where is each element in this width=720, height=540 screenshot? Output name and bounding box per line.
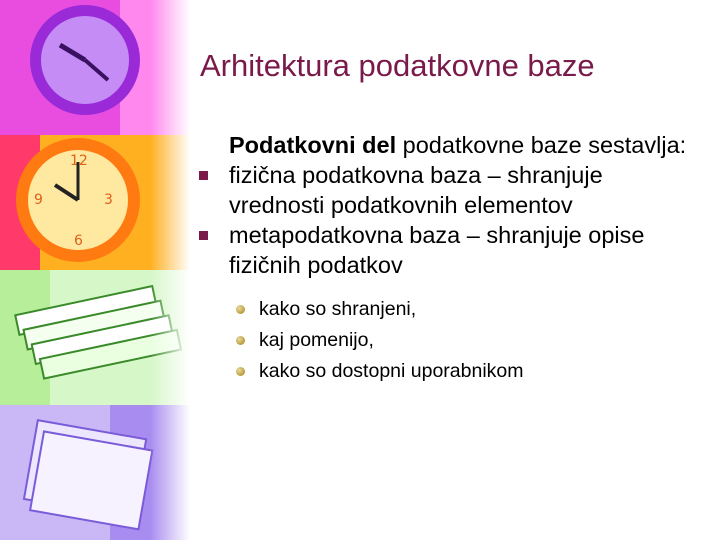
square-bullet-icon: [199, 171, 208, 180]
slide-title: Arhitektura podatkovne baze: [200, 48, 595, 83]
round-bullet-icon: [236, 367, 245, 376]
bullet-item: [196, 160, 701, 220]
intro-text: podatkovne baze sestavlja:: [396, 132, 687, 158]
svg-text:6: 6: [74, 233, 83, 249]
sub-bullet-item: [236, 294, 701, 325]
svg-text:9: 9: [34, 192, 43, 208]
svg-text:12: 12: [70, 153, 88, 169]
sub-bullet-item: [236, 356, 701, 387]
square-bullet-icon: [199, 231, 208, 240]
intro-bold: Podatkovni del: [229, 132, 397, 158]
sub-bullet-text: kako so dostopni uporabnikom: [259, 360, 524, 382]
paper-sheets-icon: [22, 420, 154, 529]
intro-paragraph: [196, 130, 701, 160]
svg-text:3: 3: [104, 192, 113, 208]
bullet-item: [196, 220, 701, 280]
bullet-text: metapodatkovna baza – shranjuje opise fizičnih podatkov: [229, 222, 645, 278]
decorative-side-image: [0, 0, 190, 540]
round-bullet-icon: [236, 336, 245, 345]
sub-bullet-list: [196, 294, 701, 387]
sub-bullet-text: kaj pomenijo,: [259, 329, 374, 351]
sub-bullet-text: kako so shranjeni,: [259, 298, 417, 320]
bullet-text: fizična podatkovna baza – shranjuje vrednosti podatkovnih elementov: [229, 162, 603, 218]
round-bullet-icon: [236, 305, 245, 314]
slide-body: [196, 130, 701, 387]
sub-bullet-item: [236, 325, 701, 356]
